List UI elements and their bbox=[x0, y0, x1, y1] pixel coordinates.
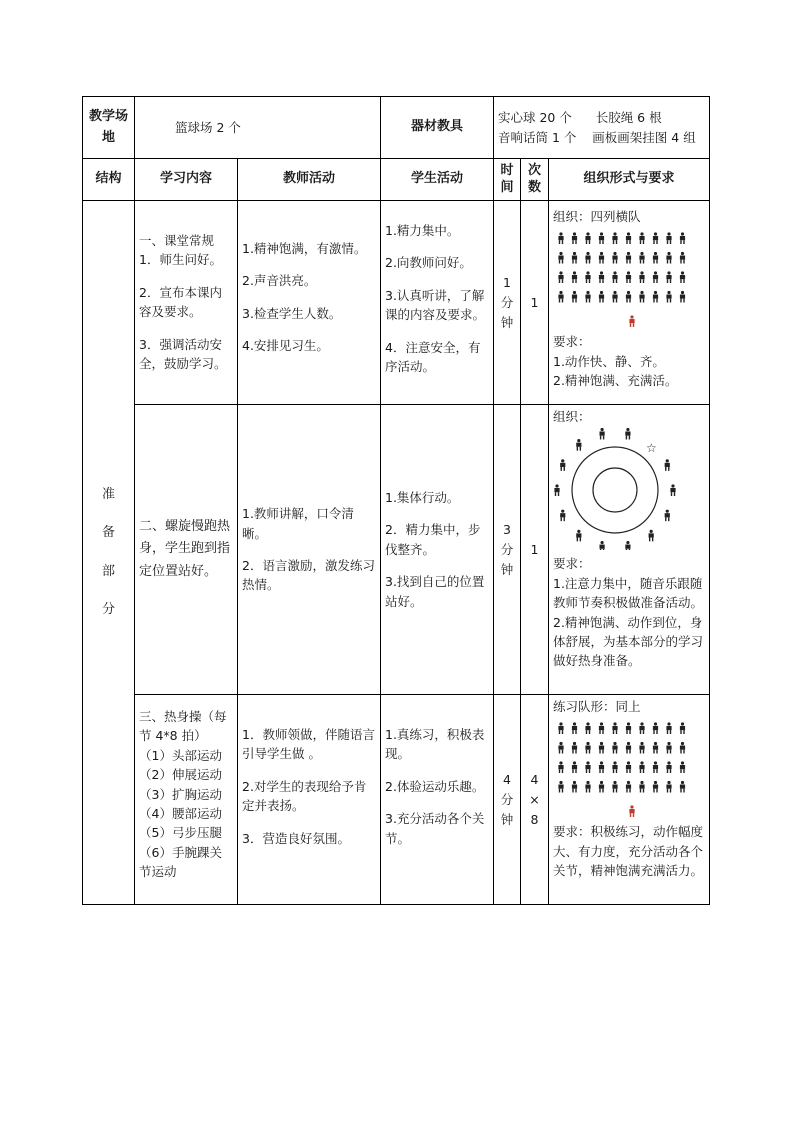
col-structure: 结构 bbox=[83, 159, 135, 201]
teacher-cell bbox=[238, 201, 381, 405]
section-label bbox=[83, 201, 135, 905]
col-org: 组织形式与要求 bbox=[549, 159, 710, 201]
person-icon bbox=[599, 233, 604, 245]
person-icon bbox=[639, 742, 644, 754]
teacher-line: 1.教师讲解，口令清晰。 bbox=[242, 506, 354, 541]
content-line: （1）头部运动 bbox=[139, 747, 222, 763]
student-line: 2.体验运动乐趣。 bbox=[385, 778, 485, 794]
org-req-line: 1.注意力集中，随音乐跟随教师节奏积极做准备活动。 bbox=[553, 575, 704, 611]
person-icon bbox=[585, 291, 590, 303]
person-icon bbox=[585, 781, 590, 793]
person-icon bbox=[572, 723, 577, 735]
time-cell bbox=[494, 201, 521, 405]
person-icon bbox=[625, 541, 630, 550]
person-icon bbox=[576, 530, 581, 542]
student-cell bbox=[381, 695, 494, 905]
person-icon bbox=[680, 272, 685, 284]
teacher-line: 1.精神饱满，有激情。 bbox=[242, 241, 367, 256]
person-icon bbox=[558, 762, 563, 774]
teacher-line: 2．语言激励，激发练习热情。 bbox=[242, 558, 375, 593]
section-char: 分 bbox=[101, 601, 115, 617]
person-icon bbox=[639, 291, 644, 303]
person-icon bbox=[599, 291, 604, 303]
times-value: 1 bbox=[530, 294, 539, 310]
person-icon bbox=[625, 428, 630, 439]
person-icon bbox=[554, 485, 559, 497]
person-icon bbox=[626, 742, 631, 754]
time-value: 4 分 钟 bbox=[500, 771, 514, 827]
equipment-line: 音响话筒 1 个 画板画架挂图 4 组 bbox=[498, 129, 696, 145]
col-times-text: 次数 bbox=[527, 162, 541, 195]
teacher-line: 2.对学生的表现给予肯定并表扬。 bbox=[242, 778, 367, 814]
person-icon bbox=[680, 781, 685, 793]
person-icon bbox=[666, 291, 671, 303]
org-req-line: 2.精神饱满、充满活。 bbox=[553, 373, 678, 389]
teacher-line: 3．营造良好氛围。 bbox=[242, 830, 350, 846]
person-icon bbox=[665, 460, 670, 472]
teacher-person-icon bbox=[629, 806, 634, 818]
person-icon bbox=[612, 233, 617, 245]
person-icon bbox=[599, 272, 604, 284]
org-title: 组织： bbox=[553, 409, 591, 424]
content-cell bbox=[135, 695, 238, 905]
teacher-cell bbox=[238, 695, 381, 905]
person-icon bbox=[572, 781, 577, 793]
person-icon bbox=[670, 485, 675, 497]
content-line: （4）腰部运动 bbox=[139, 805, 222, 821]
student-line: 2．精力集中，步伐整齐。 bbox=[385, 522, 481, 557]
person-icon bbox=[599, 742, 604, 754]
equipment-value bbox=[494, 97, 710, 159]
person-icon bbox=[626, 762, 631, 774]
person-icon bbox=[626, 252, 631, 264]
time-cell bbox=[494, 695, 521, 905]
teacher-line: 1．教师领做，伴随语言引导学生做 。 bbox=[242, 727, 375, 762]
person-icon bbox=[558, 233, 563, 245]
col-time bbox=[494, 159, 521, 201]
person-icon bbox=[639, 762, 644, 774]
person-icon bbox=[585, 252, 590, 264]
person-icon bbox=[665, 510, 670, 522]
person-icon bbox=[558, 252, 563, 264]
person-icon bbox=[653, 762, 658, 774]
person-icon bbox=[680, 742, 685, 754]
person-icon bbox=[599, 541, 604, 550]
person-icon bbox=[560, 510, 565, 522]
person-icon bbox=[639, 233, 644, 245]
student-line: 4．注意安全，有序活动。 bbox=[385, 339, 481, 374]
student-line: 3.充分活动各个关节。 bbox=[385, 811, 485, 846]
person-icon bbox=[558, 723, 563, 735]
person-icon bbox=[612, 252, 617, 264]
person-icon bbox=[558, 291, 563, 303]
person-icon bbox=[585, 233, 590, 245]
person-icon bbox=[626, 781, 631, 793]
time-value: 1 分 钟 bbox=[500, 274, 514, 330]
person-icon bbox=[572, 762, 577, 774]
org-cell bbox=[549, 201, 710, 405]
student-line: 3.找到自己的位置站好。 bbox=[385, 574, 485, 609]
content-cell bbox=[135, 201, 238, 405]
student-line: 1.真练习，积极表现。 bbox=[385, 727, 485, 762]
person-icon bbox=[666, 233, 671, 245]
student-cell bbox=[381, 405, 494, 695]
content-line: 一、课堂常规 1．师生问好。 bbox=[139, 233, 222, 268]
org-cell bbox=[549, 695, 710, 905]
table-row bbox=[83, 201, 710, 405]
teacher-line: 4.安排见习生。 bbox=[242, 338, 329, 354]
person-icon bbox=[558, 742, 563, 754]
person-icon bbox=[560, 460, 565, 472]
equipment-label: 器材教具 bbox=[381, 97, 494, 159]
org-req-line: 要求： bbox=[553, 334, 591, 350]
student-cell bbox=[381, 201, 494, 405]
person-icon bbox=[572, 252, 577, 264]
person-icon bbox=[666, 781, 671, 793]
content-line: 2．宣布本课内容及要求。 bbox=[139, 284, 222, 320]
star-icon: ☆ bbox=[646, 441, 657, 456]
content-line: （6）手腕踝关节运动 bbox=[139, 844, 222, 879]
person-icon bbox=[680, 252, 685, 264]
person-icon bbox=[585, 723, 590, 735]
person-icon bbox=[666, 742, 671, 754]
person-icon bbox=[599, 252, 604, 264]
person-icon bbox=[572, 291, 577, 303]
person-icon bbox=[612, 272, 617, 284]
person-icon bbox=[680, 291, 685, 303]
org-req-line: 2.精神饱满、动作到位，身体舒展，为基本部分的学习做好热身准备。 bbox=[553, 614, 704, 669]
col-times bbox=[521, 159, 549, 201]
person-icon bbox=[585, 762, 590, 774]
content-line: 3．强调活动安全，鼓励学习。 bbox=[139, 336, 227, 371]
person-icon bbox=[626, 723, 631, 735]
org-req-line: 要求： bbox=[553, 556, 591, 572]
person-icon bbox=[666, 762, 671, 774]
person-icon bbox=[599, 723, 604, 735]
person-icon bbox=[572, 742, 577, 754]
person-icon bbox=[653, 291, 658, 303]
table-row bbox=[83, 695, 710, 905]
person-icon bbox=[653, 781, 658, 793]
spiral-formation bbox=[553, 428, 703, 550]
student-line: 2.向教师问好。 bbox=[385, 255, 472, 271]
org-cell bbox=[549, 405, 710, 695]
student-line: 1.集体行动。 bbox=[385, 490, 460, 506]
person-icon bbox=[653, 252, 658, 264]
person-icon bbox=[680, 762, 685, 774]
person-icon bbox=[612, 762, 617, 774]
teacher-line: 2.声音洪亮。 bbox=[242, 273, 317, 289]
formation-grid bbox=[553, 228, 703, 328]
person-icon bbox=[612, 742, 617, 754]
col-content: 学习内容 bbox=[135, 159, 238, 201]
section-char: 部 bbox=[101, 563, 115, 579]
person-icon bbox=[680, 233, 685, 245]
person-icon bbox=[639, 252, 644, 264]
section-char: 备 bbox=[101, 525, 115, 541]
outer-track bbox=[572, 447, 658, 533]
teacher-cell bbox=[238, 405, 381, 695]
person-icon bbox=[653, 272, 658, 284]
person-icon bbox=[653, 723, 658, 735]
lesson-plan-table bbox=[82, 96, 710, 905]
time-value: 3 分 钟 bbox=[500, 521, 514, 577]
content-line: 三、热身操（每节 4*8 拍） bbox=[139, 709, 227, 744]
times-value: 1 bbox=[530, 541, 539, 557]
person-icon bbox=[666, 272, 671, 284]
org-req-line: 1.动作快、静、齐。 bbox=[553, 353, 665, 369]
person-icon bbox=[626, 291, 631, 303]
col-student: 学生活动 bbox=[381, 159, 494, 201]
times-cell bbox=[521, 405, 549, 695]
venue-value: 篮球场 2 个 bbox=[135, 97, 381, 159]
formation-grid bbox=[553, 718, 703, 818]
times-value: 4 × 8 bbox=[529, 771, 540, 827]
content-line: （5）弓步压腿 bbox=[139, 825, 222, 841]
person-icon bbox=[639, 272, 644, 284]
person-icon bbox=[653, 233, 658, 245]
person-icon bbox=[680, 723, 685, 735]
org-title: 组织：四列横队 bbox=[553, 209, 641, 224]
person-icon bbox=[576, 439, 581, 451]
teacher-line: 3.检查学生人数。 bbox=[242, 305, 342, 321]
person-icon bbox=[572, 272, 577, 284]
person-icon bbox=[572, 233, 577, 245]
col-time-text: 时间 bbox=[500, 162, 514, 195]
person-icon bbox=[653, 742, 658, 754]
person-icon bbox=[612, 723, 617, 735]
time-cell bbox=[494, 405, 521, 695]
org-req-line: 要求：积极练习，动作幅度大、有力度，充分活动各个关节，精神饱满充满活力。 bbox=[553, 824, 704, 879]
person-icon bbox=[639, 723, 644, 735]
student-line: 3.认真听讲，了解课的内容及要求。 bbox=[385, 287, 486, 323]
person-icon bbox=[649, 530, 654, 542]
teacher-person-icon bbox=[629, 316, 634, 328]
equipment-line: 实心球 20 个 长胶绳 6 根 bbox=[498, 110, 662, 126]
venue-label: 教学场地 bbox=[83, 97, 135, 159]
person-icon bbox=[585, 272, 590, 284]
person-icon bbox=[558, 781, 563, 793]
person-icon bbox=[558, 272, 563, 284]
org-title: 练习队形：同上 bbox=[553, 699, 641, 714]
person-icon bbox=[599, 762, 604, 774]
col-teacher: 教师活动 bbox=[238, 159, 381, 201]
person-icon bbox=[666, 723, 671, 735]
inner-track bbox=[593, 468, 637, 512]
person-icon bbox=[626, 233, 631, 245]
person-icon bbox=[612, 291, 617, 303]
person-icon bbox=[666, 252, 671, 264]
student-line: 1.精力集中。 bbox=[385, 223, 460, 238]
times-cell bbox=[521, 201, 549, 405]
person-icon bbox=[626, 272, 631, 284]
times-cell bbox=[521, 695, 549, 905]
content-line: 二、螺旋慢跑热身，学生跑到指定位置站好。 bbox=[139, 519, 231, 579]
person-icon bbox=[612, 781, 617, 793]
content-line: （2）伸展运动 bbox=[139, 767, 222, 783]
person-icon bbox=[585, 742, 590, 754]
person-icon bbox=[599, 781, 604, 793]
content-cell bbox=[135, 405, 238, 695]
content-line: （3）扩胸运动 bbox=[139, 786, 222, 802]
table-row bbox=[83, 405, 710, 695]
person-icon bbox=[639, 781, 644, 793]
person-icon bbox=[599, 428, 604, 439]
section-char: 准 bbox=[101, 487, 115, 503]
